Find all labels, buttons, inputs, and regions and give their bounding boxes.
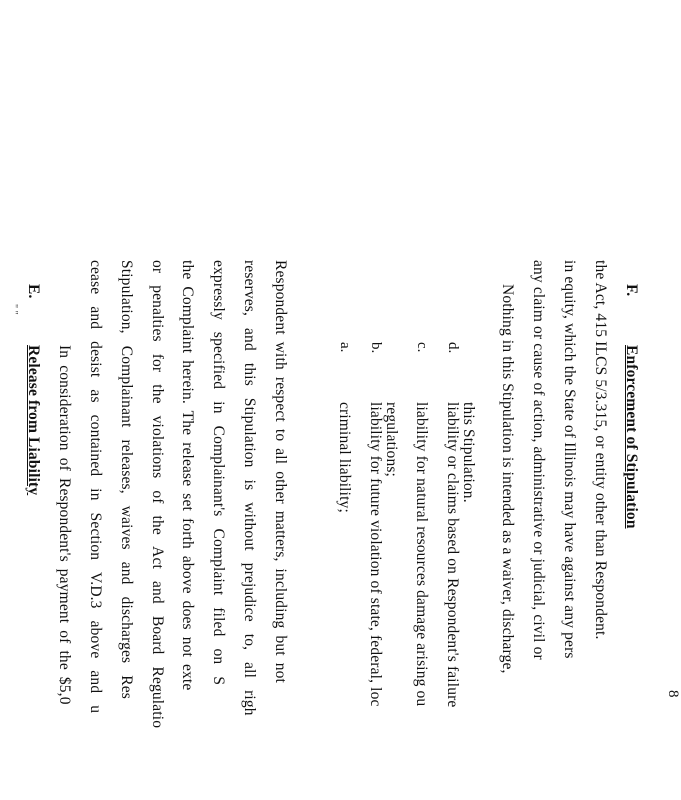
paragraph-line: Nothing in this Stipulation is intended as a waiver, discharge, xyxy=(499,284,516,674)
paragraph-line: Respondent with respect to all other matters, including but not xyxy=(272,260,289,684)
list-item-text: liability for future violation of state, federal, loc xyxy=(367,402,384,707)
list-marker: d. xyxy=(445,342,461,354)
paragraph-line: Stipulation, Complainant releases, waives and discharges Res xyxy=(118,260,135,699)
list-item-text: criminal liability; xyxy=(336,402,353,513)
list-item-text: liability or claims based on Respondent's failure xyxy=(444,402,461,708)
next-section-letter: F. xyxy=(623,284,640,297)
paragraph-line: any claim or cause of action, administrative or judicial, civil or xyxy=(530,260,547,660)
list-item-text: this Stipulation. xyxy=(460,402,477,503)
paragraph-line: expressly specified in Complainant's Complaint filed on S xyxy=(210,260,227,686)
list-item-text: liability for natural resources damage arising ou xyxy=(413,402,430,707)
scan-marks: " " xyxy=(8,304,19,315)
list-marker: b. xyxy=(368,342,384,354)
paragraph-line: the Complaint herein. The release set forth above does not exte xyxy=(179,260,196,691)
paragraph-line: cease and desist as contained in Section V.D.3 above and u xyxy=(87,260,104,714)
list-marker: c. xyxy=(414,342,430,353)
paragraph-line: reserves, and this Stipulation is without prejudice to, all righ xyxy=(241,260,258,716)
section-title: Release from Liability xyxy=(25,345,42,496)
list-item-text: regulations; xyxy=(383,402,400,477)
paragraph-line: the Act, 415 ILCS 5/3.315, or entity other than Respondent. xyxy=(592,260,609,640)
next-section-title: Enforcement of Stipulation xyxy=(623,345,640,529)
paragraph-line: or penalties for the violations of the Act and Board Regulatio xyxy=(149,260,166,729)
paragraph-line: in equity, which the State of Illinois may have against any pers xyxy=(561,260,578,659)
section-letter: E. xyxy=(25,284,42,299)
list-marker: a. xyxy=(337,342,353,353)
page-number: 8 xyxy=(665,690,681,698)
paragraph-line: In consideration of Respondent's payment of the $5,0 xyxy=(56,345,73,705)
